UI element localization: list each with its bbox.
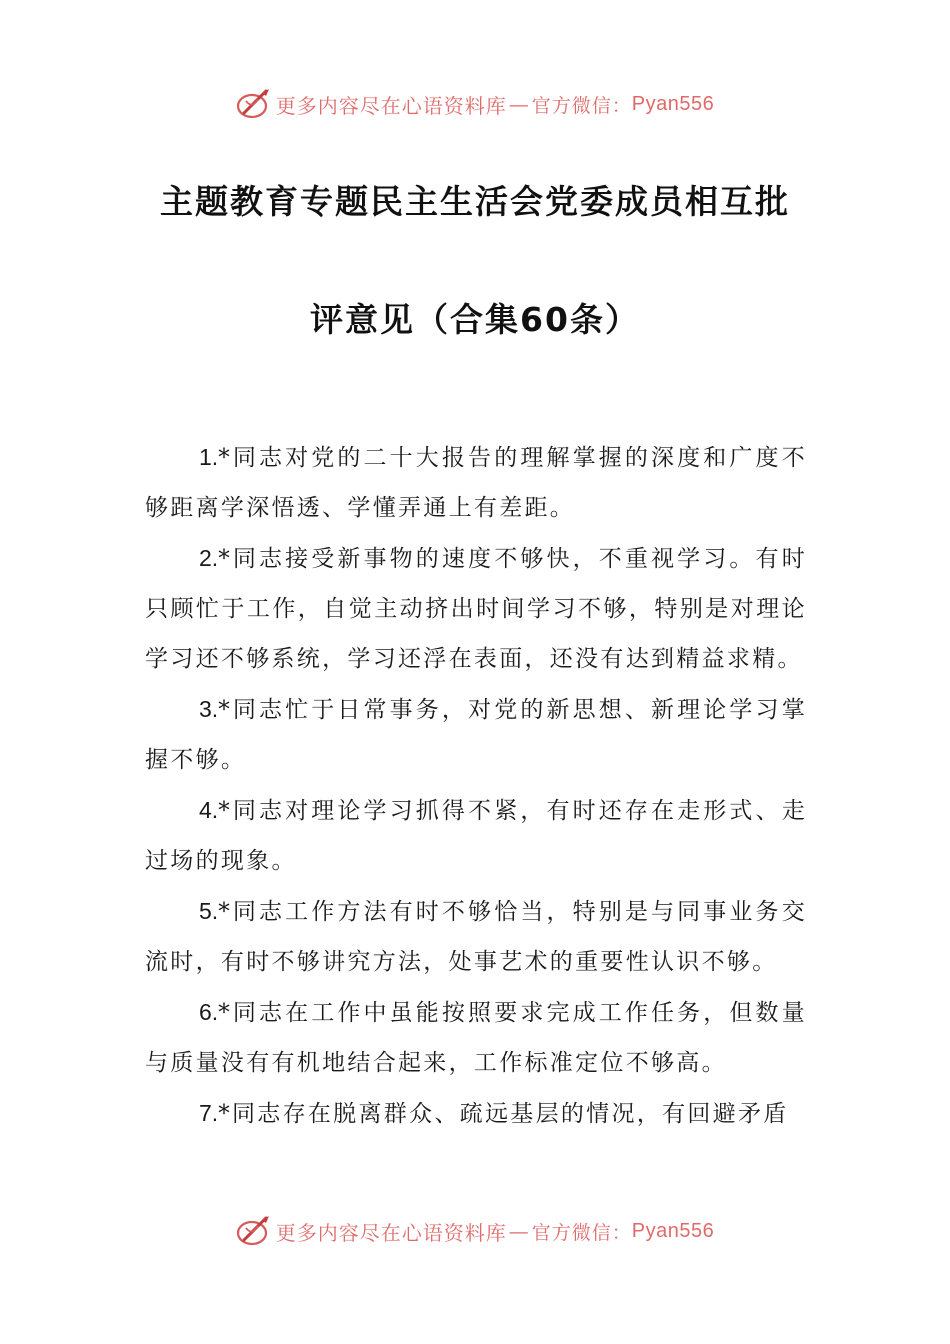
watermark-footer — [0, 1211, 950, 1251]
item-number: 6. — [199, 999, 219, 1025]
document-title-line-1: 主题教育专题民主生活会党委成员相互批 — [160, 182, 790, 221]
watermark-brand: 更多内容尽在心语资料库 — [275, 1220, 507, 1245]
list-item — [145, 785, 807, 886]
list-item — [145, 684, 807, 785]
quill-pen-icon — [236, 1214, 272, 1248]
item-text: *同志对党的二十大报告的理解掌握的深度和广度不够距离学深悟透、学懂弄通上有差距。 — [145, 445, 807, 521]
item-text: *同志存在脱离群众、疏远基层的情况，有回避矛盾 — [218, 1101, 789, 1127]
item-text: *同志工作方法有时不够恰当，特别是与同事业务交流时，有时不够讲究方法，处事艺术的重要性认识不够。 — [145, 899, 807, 975]
item-number: 1. — [199, 444, 219, 470]
list-item — [145, 886, 807, 987]
list-item — [145, 533, 807, 684]
item-number: 7. — [199, 1100, 219, 1126]
item-number: 4. — [199, 797, 219, 823]
item-number: 2. — [199, 545, 219, 571]
watermark-wechat-label: 官方微信： — [531, 1221, 632, 1244]
watermark-brand: 更多内容尽在心语资料库 — [275, 93, 507, 118]
watermark-dash: — — [508, 92, 530, 116]
watermark-wechat-id: Pyan556 — [631, 1219, 715, 1242]
quill-pen-icon — [236, 87, 272, 121]
item-number: 5. — [199, 898, 219, 924]
watermark-dash: — — [508, 1219, 530, 1243]
document-title-line-2: 评意见（合集60条） — [310, 300, 640, 339]
item-number: 3. — [199, 696, 219, 722]
item-text: *同志接受新事物的速度不够快，不重视学习。有时只顾忙于工作，自觉主动挤出时间学习不够，特别是对理论学习还不够系统，学习还浮在表面，还没有达到精益求精。 — [145, 546, 807, 672]
list-item — [145, 432, 807, 533]
list-item — [145, 1088, 807, 1139]
list-item — [145, 987, 807, 1088]
document-body — [145, 432, 807, 1139]
watermark-header — [0, 84, 950, 124]
watermark-wechat-id: Pyan556 — [631, 92, 715, 115]
item-text: *同志对理论学习抓得不紧，有时还存在走形式、走过场的现象。 — [145, 798, 807, 874]
item-text: *同志忙于日常事务，对党的新思想、新理论学习掌握不够。 — [145, 697, 807, 773]
item-text: *同志在工作中虽能按照要求完成工作任务，但数量与质量没有有机地结合起来，工作标准定位不够高。 — [145, 1000, 807, 1076]
watermark-wechat-label: 官方微信： — [531, 94, 632, 117]
